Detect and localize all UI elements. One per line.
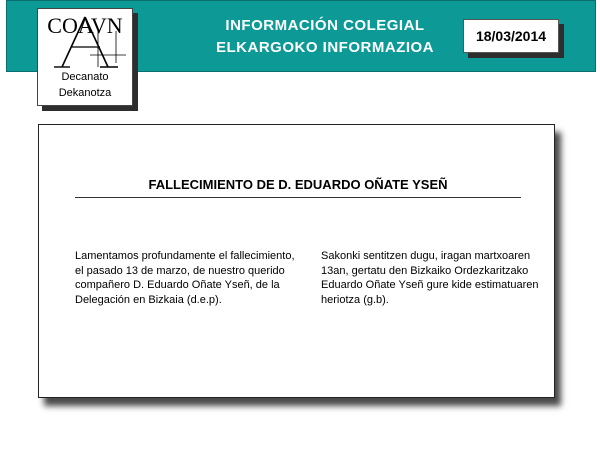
header-title-eu: ELKARGOKO INFORMAZIOA (216, 39, 434, 56)
date-badge: 18/03/2014 (463, 19, 559, 53)
header-title (185, 15, 465, 59)
logo-box (37, 8, 133, 106)
logo-caption (38, 69, 132, 101)
notice-title: FALLECIMIENTO DE D. EDUARDO OÑATE YSEÑ (148, 177, 448, 192)
logo-caption-es: Decanato (61, 71, 109, 83)
header-title-es: INFORMACIÓN COLEGIAL (225, 17, 425, 34)
logo-caption-eu: Dekanotza (58, 87, 112, 99)
title-divider (75, 197, 521, 198)
notice-body-basque: Sakonki sentitzen dugu, iragan martxoaren 13an, gertatu den Bizkaiko Ordezkaritzako Eduardo Oñate Yseñ gure kide estimatuaren heriotza (g.b). (321, 250, 539, 306)
notice-card (38, 124, 555, 398)
coavn-logo-icon (40, 11, 130, 69)
logo-brand: COAVN (47, 13, 123, 38)
notice-body-spanish: Lamentamos profundamente el fallecimiento, el pasado 13 de marzo, de nuestro querido compañero D. Eduardo Oñate Yseñ, de la Delegación en Bizkaia (d.e.p). (75, 250, 295, 306)
